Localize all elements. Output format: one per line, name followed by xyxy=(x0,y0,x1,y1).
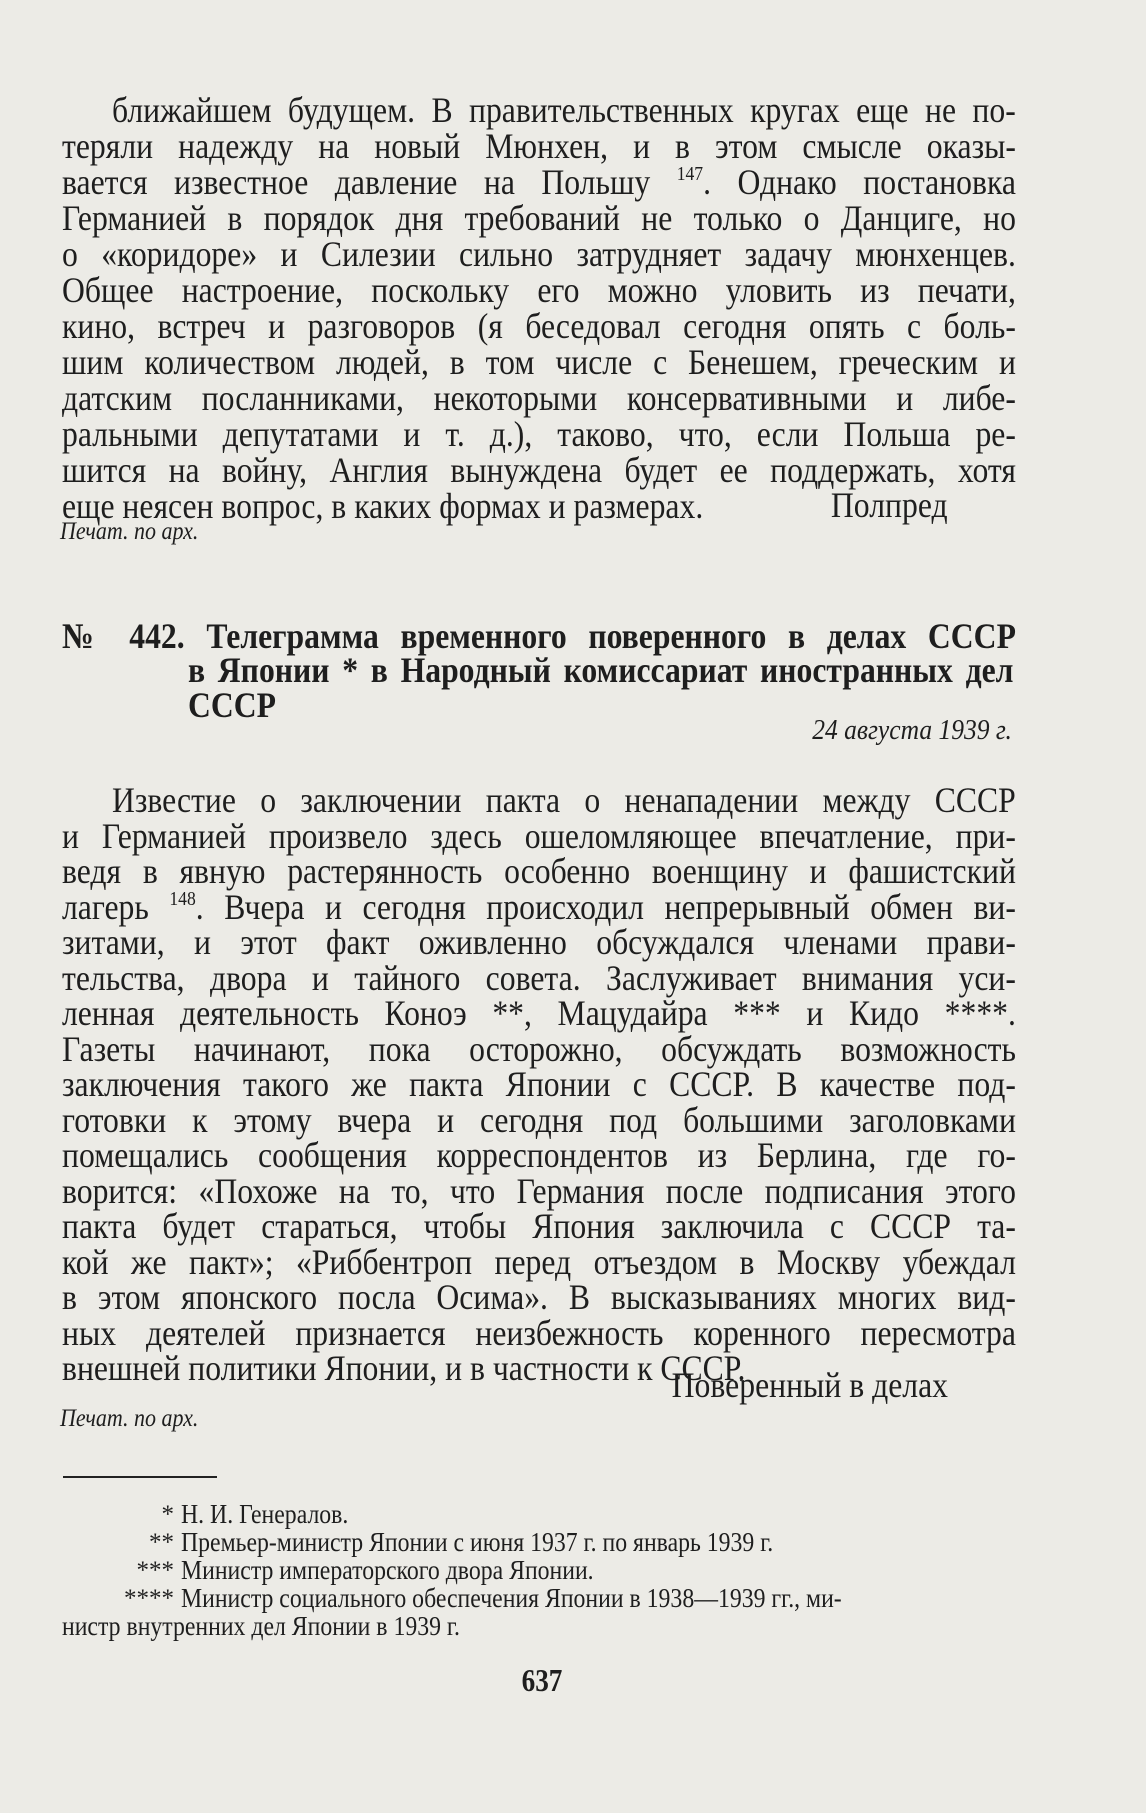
text-segment: тельства, двора и тайного совета. Заслуживает внимания уси- xyxy=(62,957,1016,998)
text-segment: Общее настроение, поскольку его можно уловить из печати, xyxy=(62,270,1016,310)
footnote-text: Министр императорского двора Японии. xyxy=(181,1555,594,1585)
text-segment: ведя в явную растерянность особенно военщину и фашистский xyxy=(62,851,1016,891)
signature-polpred: Полпред xyxy=(831,485,948,525)
footnote-text: нистр внутренних дел Японии в 1939 г. xyxy=(62,1611,460,1641)
source-note-2: Печат. по арх. xyxy=(60,1405,199,1432)
text-line xyxy=(62,1241,1016,1282)
text-segment: теряли надежду на новый Мюнхен, и в этом смысле оказы- xyxy=(62,126,1016,166)
text-line xyxy=(62,1066,1016,1102)
text-segment: зитами, и этот факт оживленно обсуждался членами прави- xyxy=(62,922,1016,962)
text-line xyxy=(62,164,1016,200)
text-segment: ральными депутатами и т. д.), таково, что, если Польша ре- xyxy=(62,414,1016,454)
footnote-divider xyxy=(63,1476,217,1478)
text-line xyxy=(62,853,1016,889)
document-heading-line-3: СССР xyxy=(188,685,276,725)
text-segment: . Однако постановка xyxy=(703,162,1016,202)
text-line xyxy=(62,380,1016,416)
document-heading-line-1: № 442. Телеграмма временного поверенного в делах СССР xyxy=(62,616,1016,656)
text-line xyxy=(62,1028,1016,1069)
text-segment: и Германией произвело здесь ошеломляющее впечатление, при- xyxy=(62,815,1016,856)
text-segment: шится на войну, Англия вынуждена будет ее поддержать, хотя xyxy=(62,450,1016,490)
text-segment: Газеты начинают, пока осторожно, обсуждать возможность xyxy=(62,1028,1016,1069)
text-line xyxy=(62,236,1016,272)
text-segment: еще неясен вопрос, в каких формах и размерах. xyxy=(62,486,704,526)
text-segment: заключения такого же пакта Японии с СССР. В качестве под- xyxy=(62,1064,1016,1104)
text-line xyxy=(62,1170,1016,1211)
text-line xyxy=(62,815,1016,856)
text-segment: Германией в порядок дня требований не только о Данциге, но xyxy=(62,198,1016,238)
text-line xyxy=(62,1312,1016,1353)
footnote-mark: ** xyxy=(149,1529,174,1556)
text-segment: вается известное давление на Польшу xyxy=(62,162,677,202)
text-segment: внешней политики Японии, и в частности к СССР. xyxy=(62,1348,746,1388)
footnote-mark: * xyxy=(161,1501,174,1528)
text-line xyxy=(62,452,1016,488)
text-segment: . Вчера и сегодня происходил непрерывный обмен ви- xyxy=(195,886,1016,927)
text-line xyxy=(62,1279,1016,1315)
text-segment: ворится: «Похоже на то, что Германия после подписания этого xyxy=(62,1170,1016,1211)
text-segment: шим количеством людей, в том числе с Бенешем, греческим и xyxy=(62,342,1016,382)
text-line xyxy=(112,92,1016,128)
footnote-text: Премьер-министр Японии с июня 1937 г. по январь 1939 г. xyxy=(181,1527,774,1557)
text-segment: помещались сообщения корреспондентов из Берлина, где го- xyxy=(62,1135,1016,1175)
text-segment: кино, встреч и разговоров (я беседовал сегодня опять с боль- xyxy=(62,306,1016,346)
footnote-text: Министр социального обеспечения Японии в 1938—1939 гг., ми- xyxy=(181,1583,842,1613)
text-segment: о «коридоре» и Силезии сильно затрудняет задачу мюнхенцев. xyxy=(62,234,1016,274)
text-segment: пакта будет стараться, чтобы Япония заключила с СССР та- xyxy=(62,1206,1016,1246)
text-line xyxy=(62,200,1016,236)
document-date: 24 августа 1939 г. xyxy=(812,714,1012,746)
text-segment: лагерь xyxy=(62,886,170,927)
text-line xyxy=(62,344,1016,380)
text-line xyxy=(62,924,1016,960)
text-segment: готовки к этому вчера и сегодня под большими заголовками xyxy=(62,1099,1016,1140)
text-line xyxy=(62,1099,1016,1140)
text-segment: кой же пакт»; «Риббентроп перед отъездом в Москву убеждал xyxy=(62,1241,1016,1282)
footnote-mark: *** xyxy=(136,1557,174,1584)
page-number: 637 xyxy=(521,1662,563,1698)
source-note-1: Печат. по арх. xyxy=(60,518,199,545)
text-line xyxy=(62,272,1016,308)
text-line xyxy=(62,886,1016,927)
text-segment: ближайшем будущем. В правительственных кругах еще не по- xyxy=(112,90,1016,130)
text-line xyxy=(62,1208,1016,1244)
text-line xyxy=(62,995,1016,1031)
text-segment: ных деятелей признается неизбежность коренного пересмотра xyxy=(62,1312,1016,1353)
text-line xyxy=(62,957,1016,998)
text-segment: датским посланниками, некоторыми консервативными и либе- xyxy=(62,378,1016,418)
footnote-mark: **** xyxy=(124,1585,174,1612)
text-line xyxy=(112,782,1016,818)
signature-charge-d-affaires: Поверенный в делах xyxy=(671,1365,948,1405)
text-segment: в этом японского посла Осима». В высказываниях многих вид- xyxy=(62,1277,1016,1317)
text-line xyxy=(62,416,1016,452)
text-line xyxy=(62,128,1016,164)
text-segment: ленная деятельность Коноэ **, Мацудайра *** и Кидо ****. xyxy=(62,993,1016,1033)
text-line xyxy=(62,308,1016,344)
footnote-reference: 147 xyxy=(676,163,704,185)
document-heading-line-2: в Японии * в Народный комиссариат иностранных дел xyxy=(188,650,1014,690)
footnote-text: Н. И. Генералов. xyxy=(181,1499,349,1529)
footnote-reference: 148 xyxy=(169,887,196,910)
text-segment: Известие о заключении пакта о ненападении между СССР xyxy=(112,780,1016,820)
text-line xyxy=(62,1137,1016,1173)
